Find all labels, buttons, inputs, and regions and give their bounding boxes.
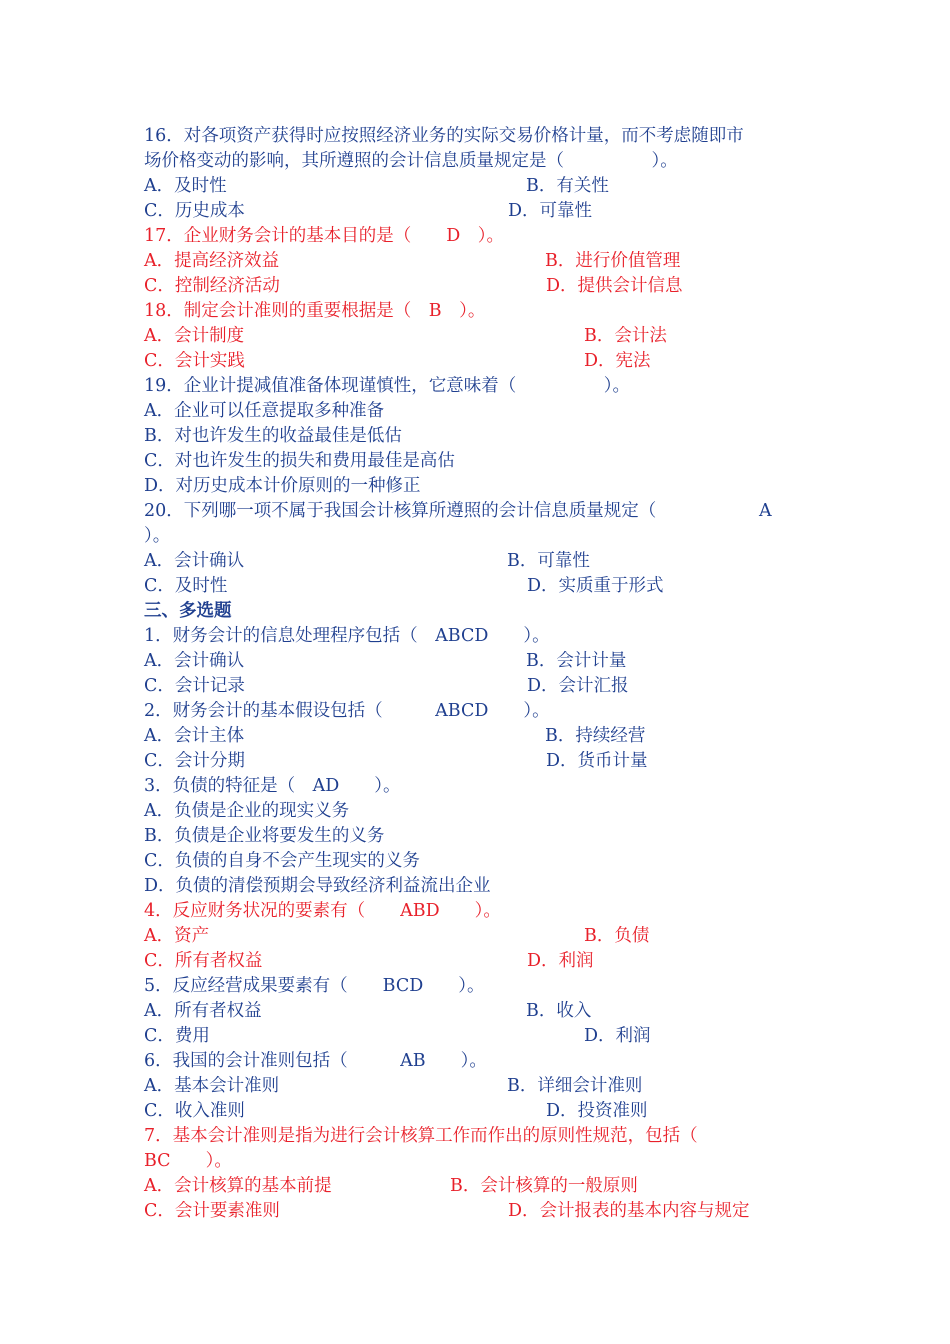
question-18-option-b: B．会计法: [584, 326, 667, 346]
multi-question-3-option-c: [144, 849, 814, 874]
question-18-option-a: A．会计制度: [144, 326, 245, 346]
question-20-option-c: C．及时性: [144, 576, 228, 596]
multi-question-7-option-c: C．会计要素准则: [144, 1201, 280, 1221]
multi-question-2-option-c: C．会计分期: [144, 751, 245, 771]
question-19-option-b-text: B．对也许发生的收益最佳是低估: [144, 426, 402, 446]
question-16-options-ab: [144, 174, 814, 199]
multi-question-5-text-text: 5．反应经营成果要素有（ BCD ）。: [144, 976, 485, 996]
question-20-text-line-2-text: ）。: [144, 526, 171, 546]
multi-question-5-option-a: A．所有者权益: [144, 1001, 262, 1021]
question-17-text-text: 17．企业财务会计的基本目的是（ D ）。: [144, 226, 505, 246]
multi-question-5-option-c: C．费用: [144, 1026, 210, 1046]
question-19-option-c: [144, 449, 814, 474]
multi-question-3-option-d: [144, 874, 814, 899]
question-16-option-a: A．及时性: [144, 176, 227, 196]
multi-question-1-options-cd: [144, 674, 814, 699]
multi-question-4-option-a: A．资产: [144, 926, 210, 946]
multi-question-1-text-text: 1．财务会计的信息处理程序包括（ ABCD ）。: [144, 626, 550, 646]
multi-question-6-options-cd: [144, 1099, 814, 1124]
multi-question-5-option-d: D．利润: [584, 1026, 651, 1046]
multi-question-6-option-a: A．基本会计准则: [144, 1076, 280, 1096]
question-17-text: [144, 224, 814, 249]
multi-question-4-text: [144, 899, 814, 924]
question-17-option-b: B．进行价值管理: [545, 251, 681, 271]
question-17-options-cd: [144, 274, 814, 299]
question-19-option-a: [144, 399, 814, 424]
multi-question-1-option-a: A．会计确认: [144, 651, 245, 671]
multi-question-5-options-ab: [144, 999, 814, 1024]
multi-question-3-option-a-text: A．负债是企业的现实义务: [144, 801, 350, 821]
multi-question-6-option-b: B．详细会计准则: [507, 1076, 643, 1096]
question-19-option-c-text: C．对也许发生的损失和费用最佳是高估: [144, 451, 455, 471]
multi-question-2-text-text: 2．财务会计的基本假设包括（ ABCD ）。: [144, 701, 550, 721]
multi-question-3-option-c-text: C．负债的自身不会产生现实的义务: [144, 851, 420, 871]
question-19-text: [144, 374, 814, 399]
multi-question-4-options-cd: [144, 949, 814, 974]
multi-question-1-options-ab: [144, 649, 814, 674]
question-20-option-a: A．会计确认: [144, 551, 245, 571]
question-18-text-text: 18．制定会计准则的重要根据是（ B ）。: [144, 301, 486, 321]
multi-question-7-option-b: B．会计核算的一般原则: [450, 1176, 638, 1196]
question-16-option-c: C．历史成本: [144, 201, 245, 221]
question-20-options-ab: [144, 549, 814, 574]
multi-question-3-option-a: [144, 799, 814, 824]
multi-question-6-options-ab: [144, 1074, 814, 1099]
multi-question-7-text-line-1-text: 7．基本会计准则是指为进行会计核算工作而作出的原则性规范，包括（: [144, 1126, 698, 1146]
question-19-text-text: 19．企业计提减值准备体现谨慎性，它意味着（ ）。: [144, 376, 631, 396]
multi-question-7-option-d: D．会计报表的基本内容与规定: [508, 1201, 750, 1221]
multi-question-1-option-b: B．会计计量: [526, 651, 627, 671]
question-16-text-line-1-text: 16．对各项资产获得时应按照经济业务的实际交易价格计量，而不考虑随即市: [144, 126, 744, 146]
multi-question-1-option-d: D．会计汇报: [527, 676, 629, 696]
multi-question-2-option-d: D．货币计量: [546, 751, 648, 771]
multi-question-2-options-ab: [144, 724, 814, 749]
multi-question-7-text-line-2-text: BC ）。: [144, 1151, 232, 1171]
question-20-text-line-1-text: 20．下列哪一项不属于我国会计核算所遵照的会计信息质量规定（: [144, 501, 657, 521]
question-20-answer: A: [759, 501, 772, 521]
multi-question-3-text-text: 3．负债的特征是（ AD ）。: [144, 776, 401, 796]
question-16-text-line-2-text: 场价格变动的影响，其所遵照的会计信息质量规定是（ ）。: [144, 151, 678, 171]
multi-question-4-option-d: D．利润: [527, 951, 594, 971]
question-17-option-d: D．提供会计信息: [546, 276, 683, 296]
question-19-option-b: [144, 424, 814, 449]
question-20-option-b: B．可靠性: [507, 551, 590, 571]
multi-question-2-options-cd: [144, 749, 814, 774]
question-18-option-d: D．宪法: [584, 351, 651, 371]
question-17-options-ab: [144, 249, 814, 274]
multi-question-7-options-ab: [144, 1174, 814, 1199]
multi-question-1-text: [144, 624, 814, 649]
question-20-options-cd: [144, 574, 814, 599]
question-20-text-line-2: [144, 524, 814, 549]
multi-question-5-text: [144, 974, 814, 999]
question-19-option-d: [144, 474, 814, 499]
multi-question-6-text: [144, 1049, 814, 1074]
question-20-option-d: D．实质重于形式: [527, 576, 664, 596]
question-16-option-b: B．有关性: [526, 176, 609, 196]
multi-question-4-option-b: B．负债: [584, 926, 650, 946]
question-16-options-cd: [144, 199, 814, 224]
question-19-option-d-text: D．对历史成本计价原则的一种修正: [144, 476, 421, 496]
section-heading-multiple-choice-text: 三、多选题: [144, 601, 232, 621]
multi-question-7-options-cd: [144, 1199, 814, 1224]
multi-question-4-options-ab: [144, 924, 814, 949]
question-16-text-line-2: [144, 149, 814, 174]
question-17-option-c: C．控制经济活动: [144, 276, 280, 296]
section-heading-multiple-choice: [144, 599, 814, 624]
multi-question-3-option-b-text: B．负债是企业将要发生的义务: [144, 826, 385, 846]
multi-question-6-option-c: C．收入准则: [144, 1101, 245, 1121]
multi-question-3-option-d-text: D．负债的清偿预期会导致经济利益流出企业: [144, 876, 491, 896]
multi-question-3-text: [144, 774, 814, 799]
multi-question-7-text-line-1: [144, 1124, 814, 1149]
question-18-text: [144, 299, 814, 324]
multi-question-2-option-b: B．持续经营: [545, 726, 646, 746]
multi-question-5-options-cd: [144, 1024, 814, 1049]
question-19-option-a-text: A．企业可以任意提取多种准备: [144, 401, 385, 421]
multi-question-7-option-a: A．会计核算的基本前提: [144, 1176, 332, 1196]
question-20-text-line-1: [144, 499, 814, 524]
multi-question-6-text-text: 6．我国的会计准则包括（ AB ）。: [144, 1051, 487, 1071]
multi-question-1-option-c: C．会计记录: [144, 676, 245, 696]
multi-question-4-text-text: 4．反应财务状况的要素有（ ABD ）。: [144, 901, 501, 921]
question-18-options-ab: [144, 324, 814, 349]
multi-question-7-text-line-2: [144, 1149, 814, 1174]
question-16-option-d: D．可靠性: [508, 201, 593, 221]
multi-question-2-text: [144, 699, 814, 724]
question-17-option-a: A．提高经济效益: [144, 251, 280, 271]
multi-question-6-option-d: D．投资准则: [546, 1101, 648, 1121]
multi-question-2-option-a: A．会计主体: [144, 726, 245, 746]
question-16-text-line-1: [144, 124, 814, 149]
question-18-option-c: C．会计实践: [144, 351, 245, 371]
multi-question-4-option-c: C．所有者权益: [144, 951, 263, 971]
multi-question-3-option-b: [144, 824, 814, 849]
multi-question-5-option-b: B．收入: [526, 1001, 592, 1021]
question-18-options-cd: [144, 349, 814, 374]
